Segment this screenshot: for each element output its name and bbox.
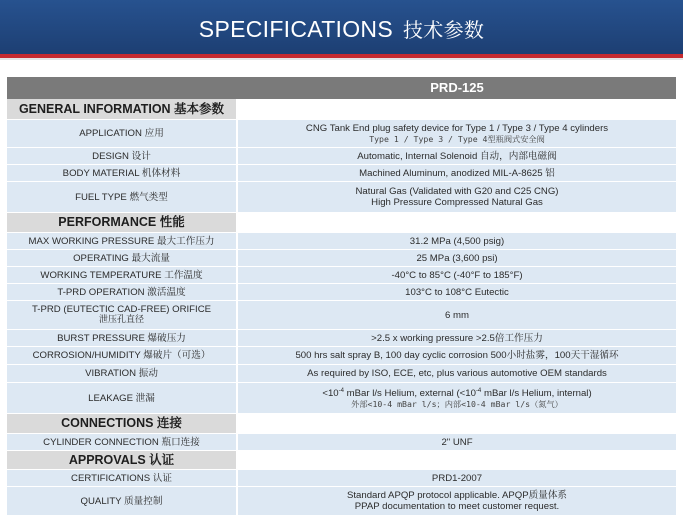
row-label: CYLINDER CONNECTION 瓶口连接 — [7, 434, 236, 450]
section-blank — [238, 451, 676, 469]
table-row — [7, 182, 676, 213]
table-row — [7, 383, 676, 414]
label-line-1: T-PRD (EUTECTIC CAD-FREE) ORIFICE — [31, 304, 212, 315]
table-row — [7, 148, 676, 165]
row-label: BURST PRESSURE 爆破压力 — [7, 330, 236, 346]
title-cn: 技术参数 — [402, 18, 485, 42]
section-performance — [7, 213, 676, 233]
row-value: 103°C to 108°C Eutectic — [238, 284, 676, 300]
value-line-2: PPAP documentation to meet customer request. — [354, 501, 560, 512]
table-row — [7, 120, 676, 148]
label-line-2: 泄压孔直径 — [98, 315, 144, 325]
value-part: mBar l/s Helium, external (<10 — [343, 388, 476, 399]
table-row — [7, 365, 676, 383]
value-line-2: High Pressure Compressed Natural Gas — [371, 197, 543, 208]
value-exponent: -4 — [338, 388, 344, 394]
row-value — [238, 182, 676, 212]
row-value: PRD1-2007 — [238, 470, 676, 486]
table-row — [7, 267, 676, 284]
row-label: DESIGN 设计 — [7, 148, 236, 164]
row-label: OPERATING 最大流量 — [7, 250, 236, 266]
grey-stripe — [0, 58, 683, 60]
row-label: BODY MATERIAL 机体材料 — [7, 165, 236, 181]
value-part: <10 — [322, 388, 339, 399]
spec-table — [7, 77, 676, 516]
model-header-blank — [7, 77, 238, 99]
section-label: CONNECTIONS 连接 — [7, 414, 236, 433]
row-value: 500 hrs salt spray B, 100 day cyclic corrosion 500小时盐雾，100天干湿循环 — [238, 347, 676, 364]
section-approvals — [7, 451, 676, 470]
row-label: FUEL TYPE 燃气类型 — [7, 182, 236, 212]
value-line-1: Standard APQP protocol applicable. APQP质量体系 — [346, 490, 568, 501]
table-row — [7, 284, 676, 301]
row-label: T-PRD OPERATION 激活温度 — [7, 284, 236, 300]
page-title — [0, 14, 683, 43]
row-value — [238, 383, 676, 413]
section-connections — [7, 414, 676, 434]
value-line-1 — [322, 386, 591, 399]
value-line-1: Natural Gas (Validated with G20 and C25 CNG) — [355, 186, 559, 197]
row-label: CERTIFICATIONS 认证 — [7, 470, 236, 486]
section-blank — [238, 213, 676, 232]
row-value: Machined Aluminum, anodized MIL-A-8625 铝 — [238, 165, 676, 181]
row-value: 6 mm — [238, 301, 676, 329]
row-label: MAX WORKING PRESSURE 最大工作压力 — [7, 233, 236, 249]
table-row — [7, 470, 676, 487]
table-row — [7, 487, 676, 516]
row-value — [238, 120, 676, 147]
value-line-2: 外部<10-4 mBar l/s；内部<10-4 mBar l/s（氮气） — [351, 399, 563, 409]
row-value: As required by ISO, ECE, etc, plus various automotive OEM standards — [238, 365, 676, 382]
row-label: APPLICATION 应用 — [7, 120, 236, 147]
title-en: SPECIFICATIONS — [198, 16, 393, 42]
table-row — [7, 165, 676, 182]
row-label: VIBRATION 振动 — [7, 365, 236, 382]
row-value: 25 MPa (3,600 psi) — [238, 250, 676, 266]
section-label: PERFORMANCE 性能 — [7, 213, 236, 232]
row-label: CORROSION/HUMIDITY 爆破片（可选） — [7, 347, 236, 364]
row-value — [238, 487, 676, 515]
section-blank — [238, 414, 676, 433]
row-value: 2" UNF — [238, 434, 676, 450]
value-line-1: CNG Tank End plug safety device for Type 1 / Type 3 / Type 4 cylinders — [305, 122, 609, 134]
value-part: mBar l/s Helium, internal) — [481, 388, 592, 399]
table-row — [7, 347, 676, 365]
table-row — [7, 250, 676, 267]
table-row — [7, 233, 676, 250]
model-name: PRD-125 — [430, 80, 484, 95]
row-label — [7, 301, 236, 329]
section-label: GENERAL INFORMATION 基本参数 — [7, 99, 236, 119]
table-row — [7, 434, 676, 451]
row-value: Automatic, Internal Solenoid 自动，内部电磁阀 — [238, 148, 676, 164]
row-value: >2.5 x working pressure >2.5倍工作压力 — [238, 330, 676, 346]
section-label: APPROVALS 认证 — [7, 451, 236, 469]
row-label: LEAKAGE 泄漏 — [7, 383, 236, 413]
table-row — [7, 330, 676, 347]
row-label: QUALITY 质量控制 — [7, 487, 236, 515]
row-label: WORKING TEMPERATURE 工作温度 — [7, 267, 236, 283]
section-blank — [238, 99, 676, 119]
model-header-row — [7, 77, 676, 99]
row-value: 31.2 MPa (4,500 psig) — [238, 233, 676, 249]
value-exponent: -4 — [475, 388, 482, 394]
row-value: -40°C to 85°C (-40°F to 185°F) — [238, 267, 676, 283]
header-banner — [0, 0, 683, 54]
value-line-2: Type 1 / Type 3 / Type 4型瓶阀式安全阀 — [369, 133, 545, 144]
table-row — [7, 301, 676, 330]
section-general — [7, 99, 676, 120]
